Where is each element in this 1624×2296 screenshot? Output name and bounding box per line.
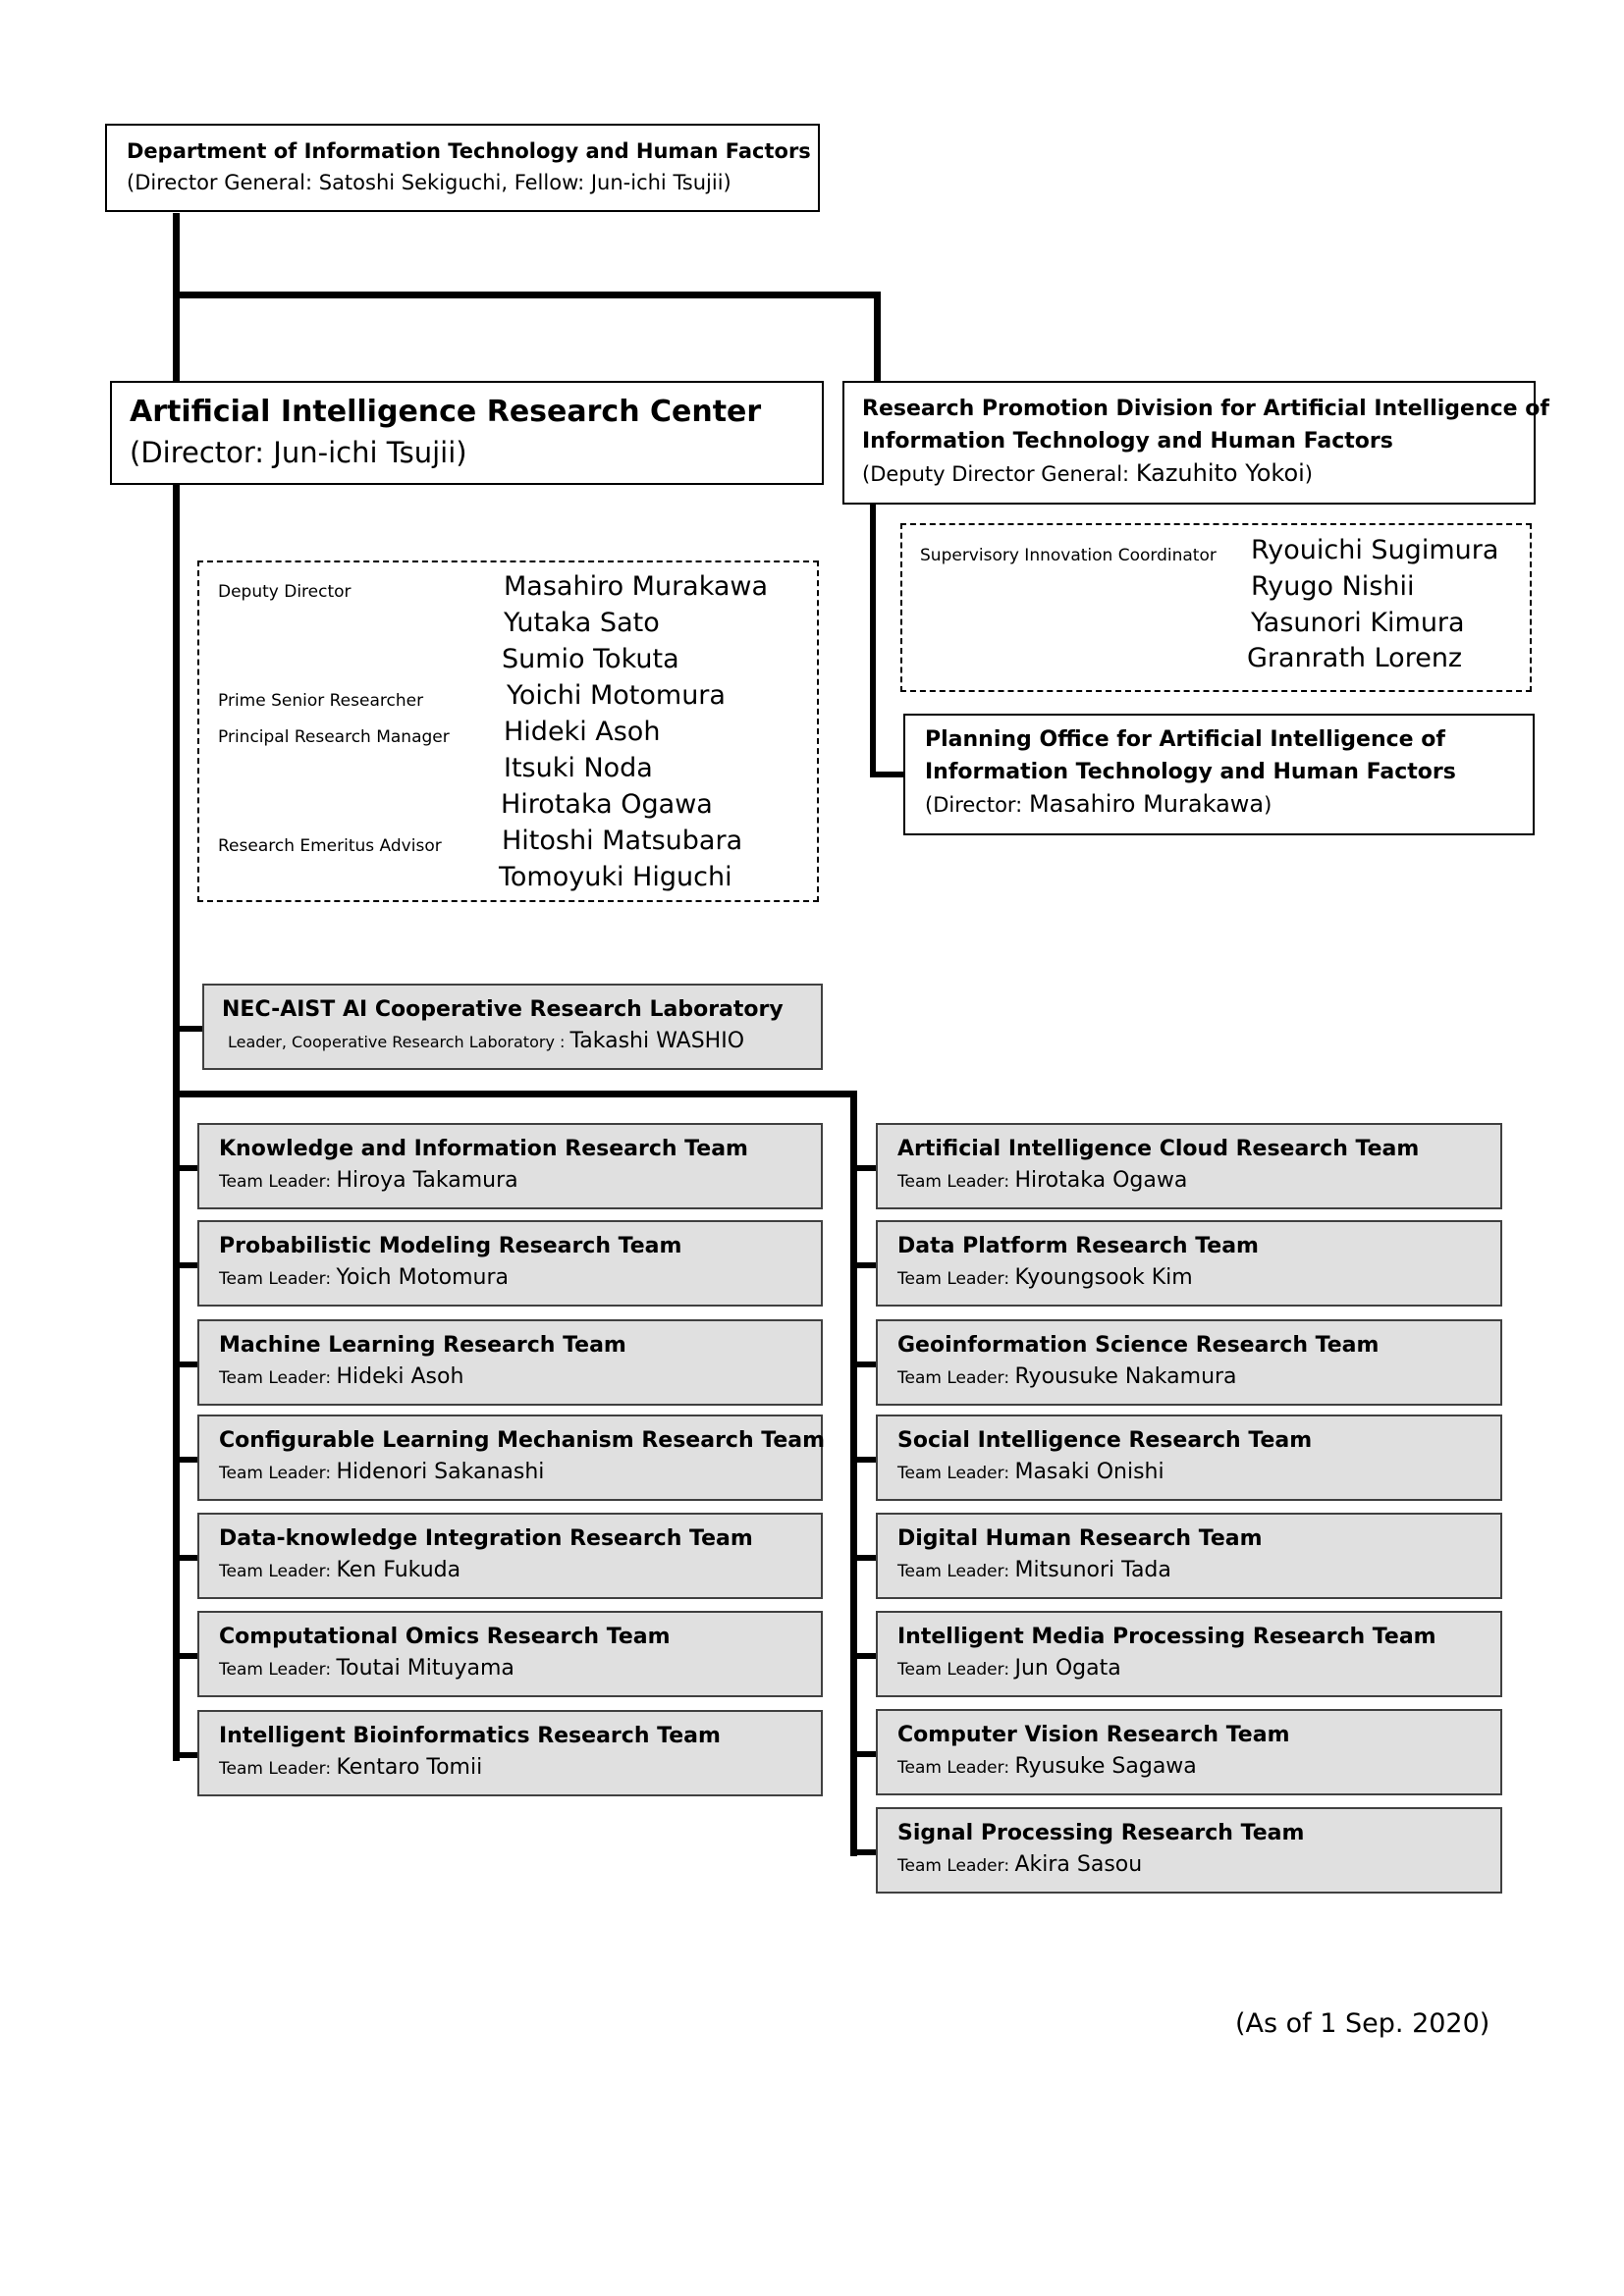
person-name: Hitoshi Matsubara [502,826,743,856]
team-box [876,1123,1502,1209]
team-name: Signal Processing Research Team [897,1821,1305,1845]
person-name: Granrath Lorenz [1247,643,1463,673]
team-box [197,1319,823,1406]
division-deputy-director-general: (Deputy Director General: Kazuhito Yokoi) [862,459,1313,487]
connector-line [850,1849,878,1855]
team-name: Machine Learning Research Team [219,1333,626,1358]
team-box [197,1415,826,1501]
person-name: Sumio Tokuta [502,644,679,674]
person-name: Hideki Asoh [504,717,661,747]
team-leader [897,1656,1121,1681]
team-leader [897,1754,1197,1779]
team-leader-name: Yoich Motomura [336,1265,510,1290]
team-leader [897,1364,1237,1389]
ai-research-center-box [110,381,824,485]
person-name: Yasunori Kimura [1251,608,1465,638]
team-leader [219,1558,460,1582]
team-leader-label: Team Leader: [897,1464,1015,1483]
team-name: Social Intelligence Research Team [897,1428,1313,1453]
team-leader-label: Team Leader: [897,1368,1015,1388]
connector-line [173,213,180,388]
team-leader-label: Team Leader: [219,1562,337,1581]
team-box [197,1513,823,1599]
person-name: Masahiro Murakawa [504,571,769,602]
team-leader-name: Hiroya Takamura [336,1168,518,1193]
team-leader-name: Akira Sasou [1014,1852,1143,1877]
connector-line [850,1165,878,1171]
connector-line [173,1752,198,1758]
team-leader-name: Hideki Asoh [336,1364,464,1389]
team-name: Data-knowledge Integration Research Team [219,1526,753,1551]
team-box [197,1220,823,1307]
team-leader [219,1168,518,1193]
team-box [876,1513,1502,1599]
team-leader-label: Team Leader: [897,1269,1015,1289]
planning-office-director: (Director: Masahiro Murakawa) [925,790,1272,818]
team-leader-name: Masaki Onishi [1014,1460,1164,1484]
role-label: Deputy Director [218,582,352,602]
connector-line [173,1026,202,1032]
team-leader-name: Ken Fukuda [336,1558,461,1582]
team-leader [219,1265,509,1290]
department-name: Department of Information Technology and Human Factors [127,139,811,163]
connector-line [173,482,180,1761]
as-of-date: (As of 1 Sep. 2020) [1235,2008,1490,2039]
connector-line [173,1457,198,1463]
division-name-line1: Research Promotion Division for Artificial Intelligence of [862,397,1549,421]
team-leader-name: Toutai Mituyama [336,1656,514,1681]
team-leader-name: Kyoungsook Kim [1014,1265,1193,1290]
role-label: Research Emeritus Advisor [218,836,442,856]
team-leader-label: Team Leader: [219,1464,337,1483]
team-leader-name: Kentaro Tomii [336,1755,483,1780]
team-leader [219,1755,482,1780]
person-name: Yutaka Sato [504,608,660,638]
team-name: Computer Vision Research Team [897,1723,1290,1747]
team-leader [219,1656,514,1681]
department-box [105,124,820,212]
team-leader [897,1460,1164,1484]
team-leader-name: Ryusuke Sagawa [1014,1754,1197,1779]
division-name-line2: Information Technology and Human Factors [862,429,1393,454]
nec-aist-lab-name: NEC-AIST AI Cooperative Research Laboratory [222,997,784,1022]
team-leader-label: Team Leader: [897,1758,1015,1778]
connector-line [850,1262,878,1268]
role-label: Principal Research Manager [218,727,450,747]
team-leader-name: Hidenori Sakanashi [336,1460,545,1484]
connector-line [850,1362,878,1367]
planning-office-name-line2: Information Technology and Human Factors [925,760,1456,784]
team-name: Configurable Learning Mechanism Research Team [219,1428,826,1453]
team-box [876,1709,1502,1795]
team-leader [897,1265,1193,1290]
team-leader-label: Team Leader: [219,1759,337,1779]
team-box [197,1123,823,1209]
team-leader-label: Team Leader: [897,1660,1015,1680]
role-label: Prime Senior Researcher [218,691,424,711]
team-leader-label: Team Leader: [219,1660,337,1680]
team-box [876,1807,1502,1894]
research-promotion-division-box [842,381,1549,505]
ai-research-center-director: (Director: Jun-ichi Tsujii) [130,436,467,469]
team-box [876,1611,1502,1697]
team-box [876,1415,1502,1501]
person-name: Ryouichi Sugimura [1251,535,1499,565]
planning-office-name-line1: Planning Office for Artificial Intelligence of [925,727,1445,752]
person-name: Tomoyuki Higuchi [499,862,732,892]
connector-line [173,1091,857,1097]
person-name: Yoichi Motomura [507,680,726,711]
team-box [197,1710,823,1796]
connector-line [870,772,907,777]
person-name: Hirotaka Ogawa [501,789,713,820]
person-name: Ryugo Nishii [1251,571,1415,602]
team-name: Knowledge and Information Research Team [219,1137,748,1161]
coordinators-box [900,523,1532,692]
team-leader-label: Team Leader: [897,1856,1015,1876]
team-name: Artificial Intelligence Cloud Research Team [897,1137,1420,1161]
department-officers: (Director General: Satoshi Sekiguchi, Fellow: Jun-ichi Tsujii) [127,171,731,194]
team-leader-name: Mitsunori Tada [1014,1558,1171,1582]
team-name: Data Platform Research Team [897,1234,1259,1258]
person-name: Itsuki Noda [504,753,653,783]
connector-line [173,1362,198,1367]
ai-research-center-name: Artificial Intelligence Research Center [130,395,762,429]
connector-line [173,1653,198,1659]
planning-office-box [903,714,1535,835]
connector-line [850,1653,878,1659]
team-leader-name: Ryousuke Nakamura [1014,1364,1237,1389]
team-box [876,1319,1502,1406]
team-box [876,1220,1502,1307]
connector-line [850,1751,878,1757]
connector-line [173,1262,198,1268]
team-leader [897,1168,1187,1193]
team-leader [897,1852,1142,1877]
team-leader [219,1364,463,1389]
team-leader-label: Team Leader: [897,1562,1015,1581]
team-leader-name: Hirotaka Ogawa [1014,1168,1188,1193]
team-name: Geoinformation Science Research Team [897,1333,1380,1358]
team-leader-label: Team Leader: [219,1368,337,1388]
connector-line [173,1555,198,1561]
connector-line [850,1555,878,1561]
team-name: Intelligent Bioinformatics Research Team [219,1724,721,1748]
connector-line [173,1165,198,1171]
staff-box [197,561,819,902]
team-name: Intelligent Media Processing Research Team [897,1625,1436,1649]
team-leader [897,1558,1171,1582]
connector-line [173,292,881,298]
team-box [197,1611,823,1697]
team-name: Probabilistic Modeling Research Team [219,1234,682,1258]
connector-line [850,1457,878,1463]
connector-line [874,292,881,383]
team-leader-name: Jun Ogata [1014,1656,1121,1681]
nec-aist-lab-leader: Leader, Cooperative Research Laboratory : Takashi WASHIO [228,1029,745,1053]
nec-aist-lab-box [202,984,823,1070]
connector-line [870,503,876,777]
connector-line [850,1091,857,1856]
team-leader-label: Team Leader: [219,1269,337,1289]
team-name: Digital Human Research Team [897,1526,1263,1551]
team-leader [219,1460,544,1484]
team-leader-label: Team Leader: [219,1172,337,1192]
team-leader-label: Team Leader: [897,1172,1015,1192]
team-name: Computational Omics Research Team [219,1625,671,1649]
role-label: Supervisory Innovation Coordinator [920,546,1217,565]
